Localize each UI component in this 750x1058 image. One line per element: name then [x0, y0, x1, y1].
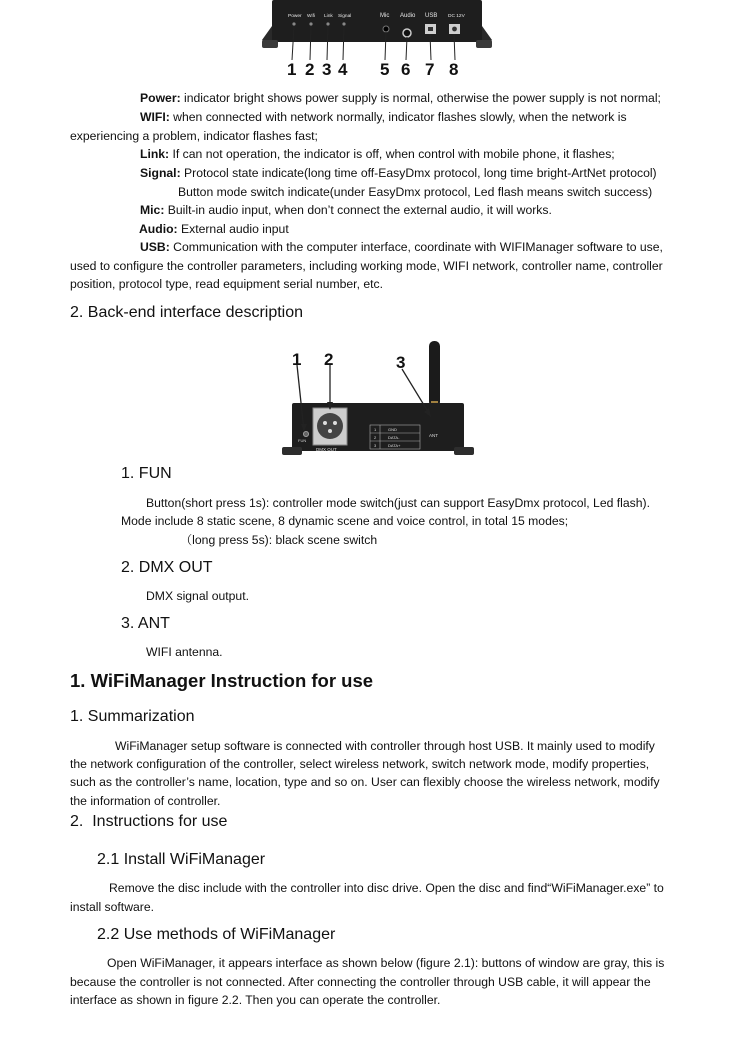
audio-label: Audio:: [139, 222, 178, 236]
pin-1-name: GND: [388, 427, 397, 432]
signal-description-cont: Button mode switch indicate(under EasyDmx protocol, Led flash means switch success): [178, 185, 653, 199]
pin-2-num: 2: [374, 435, 377, 440]
fun-button: [303, 431, 308, 436]
fun-label: FUN: [298, 438, 307, 443]
audio-text: External audio input: [177, 222, 289, 236]
mic-hole: [383, 26, 389, 32]
fun-line2: Mode include 8 static scene, 8 dynamic scene and voice control, in total 15 modes;: [121, 514, 569, 528]
back-callout-3: 3: [396, 353, 406, 372]
backend-heading: 2. Back-end interface description: [70, 304, 304, 321]
usb-description-cont1: used to configure the controller parameters, including working mode, WIFI network, controller name, controller: [70, 259, 663, 273]
panel-label-mic: Mic: [380, 13, 390, 19]
dmx-heading: 2. DMX OUT: [121, 559, 213, 576]
device-back-image: [270, 335, 480, 463]
front-callout-5: 5: [380, 60, 390, 79]
ant-text: WIFI antenna.: [146, 645, 223, 659]
wifi-text: when connected with network normally, indicator flashes slowly, when the network is: [169, 110, 627, 124]
install-heading: 2.1 Install WiFiManager: [97, 851, 266, 868]
pin-2-name: DATA-: [388, 435, 400, 440]
mic-label: Mic:: [140, 203, 165, 217]
summarization-line4: the information of controller.: [70, 794, 221, 808]
antenna: [429, 341, 440, 413]
pin-3-name: DATA+: [388, 443, 401, 448]
methods-line1: Open WiFiManager, it appears interface as shown below (figure 2.1): buttons of window are gray, this is: [107, 956, 665, 970]
power-text: indicator bright shows power supply is normal, otherwise the power supply is not normal;: [180, 91, 661, 105]
audio-jack: [403, 29, 411, 37]
methods-line2: because the controller is not connected. After connecting the controller through USB cable, it will appear the: [70, 975, 651, 989]
panel-label-power: Power: [288, 14, 302, 19]
panel-label-usb: USB: [425, 13, 438, 19]
wifimanager-title: 1. WiFiManager Instruction for use: [70, 670, 374, 691]
usb-description: [70, 238, 690, 257]
usb-description-cont2: position, protocol type, read equipment serial number, etc.: [70, 277, 383, 291]
front-callout-7: 7: [425, 60, 435, 79]
link-text: If can not operation, the indicator is off, when control with mobile phone, it flashes;: [169, 147, 615, 161]
device-front-image: [0, 0, 750, 82]
methods-line3: interface as shown in figure 2.2. Then you can operate the controller.: [70, 993, 441, 1007]
front-callout-8: 8: [449, 60, 459, 79]
summarization-line2: the network configuration of the controller, select wireless network, switch network mode, modify properties,: [70, 757, 650, 771]
panel-label-wifi: Wifi: [307, 14, 315, 19]
fun-line3: （long press 5s): black scene switch: [180, 533, 378, 547]
ant-label: ANT: [429, 433, 438, 438]
front-callout-2: 2: [305, 60, 315, 79]
install-line1: Remove the disc include with the controller into disc drive. Open the disc and find“WiFiManager.exe” to: [109, 881, 664, 895]
dmx-text: DMX signal output.: [146, 589, 249, 603]
summarization-heading: 1. Summarization: [70, 708, 195, 725]
power-description: [140, 89, 661, 108]
panel-label-audio: Audio: [400, 13, 416, 19]
front-callout-6: 6: [401, 60, 411, 79]
audio-description: [139, 220, 289, 239]
methods-heading: 2.2 Use methods of WiFiManager: [97, 926, 336, 943]
wifi-label: WIFI:: [140, 110, 170, 124]
signal-description: [140, 164, 657, 183]
signal-text: Protocol state indicate(long time off-EasyDmx protocol, long time bright-ArtNet protocol): [180, 166, 657, 180]
fun-line1: Button(short press 1s): controller mode switch(just can support EasyDmx protocol, Led flash).: [146, 496, 650, 510]
usb-label: USB:: [140, 240, 170, 254]
mic-description: [140, 201, 552, 220]
pin-3-num: 3: [374, 443, 377, 448]
back-callout-1: 1: [292, 350, 302, 369]
summarization-line1: WiFiManager setup software is connected with controller through host USB. It mainly used to modify: [115, 739, 655, 753]
back-callout-2: 2: [324, 350, 334, 369]
front-callout-3: 3: [322, 60, 332, 79]
wifi-description: [70, 108, 690, 127]
ant-heading: 3. ANT: [121, 615, 170, 632]
front-callout-1: 1: [287, 60, 297, 79]
instructions-heading: 2. Instructions for use: [70, 813, 228, 830]
front-callout-4: 4: [338, 60, 348, 79]
panel-label-signal: Signal: [338, 14, 352, 19]
link-description: [140, 145, 615, 164]
panel-label-link: Link: [324, 14, 333, 19]
install-line2: install software.: [70, 900, 154, 914]
fun-heading: 1. FUN: [121, 465, 172, 482]
device-back-body: [282, 403, 474, 455]
signal-label: Signal:: [140, 166, 181, 180]
panel-label-dc: DC 12V: [448, 14, 465, 19]
dmx-out-label: DMX OUT: [316, 447, 337, 452]
summarization-line3: such as the controller’s name, location, type and so on. User can flexibly choose the wireless network, modify: [70, 775, 660, 789]
link-label: Link:: [140, 147, 170, 161]
usb-text: Communication with the computer interface, coordinate with WIFIManager software to use,: [169, 240, 663, 254]
pin-1-num: 1: [374, 427, 377, 432]
wifi-description-cont: experiencing a problem, indicator flashes fast;: [70, 129, 318, 143]
power-label: Power:: [140, 91, 181, 105]
mic-text: Built-in audio input, when don’t connect the external audio, it will works.: [164, 203, 552, 217]
xlr-connector: [313, 408, 347, 445]
